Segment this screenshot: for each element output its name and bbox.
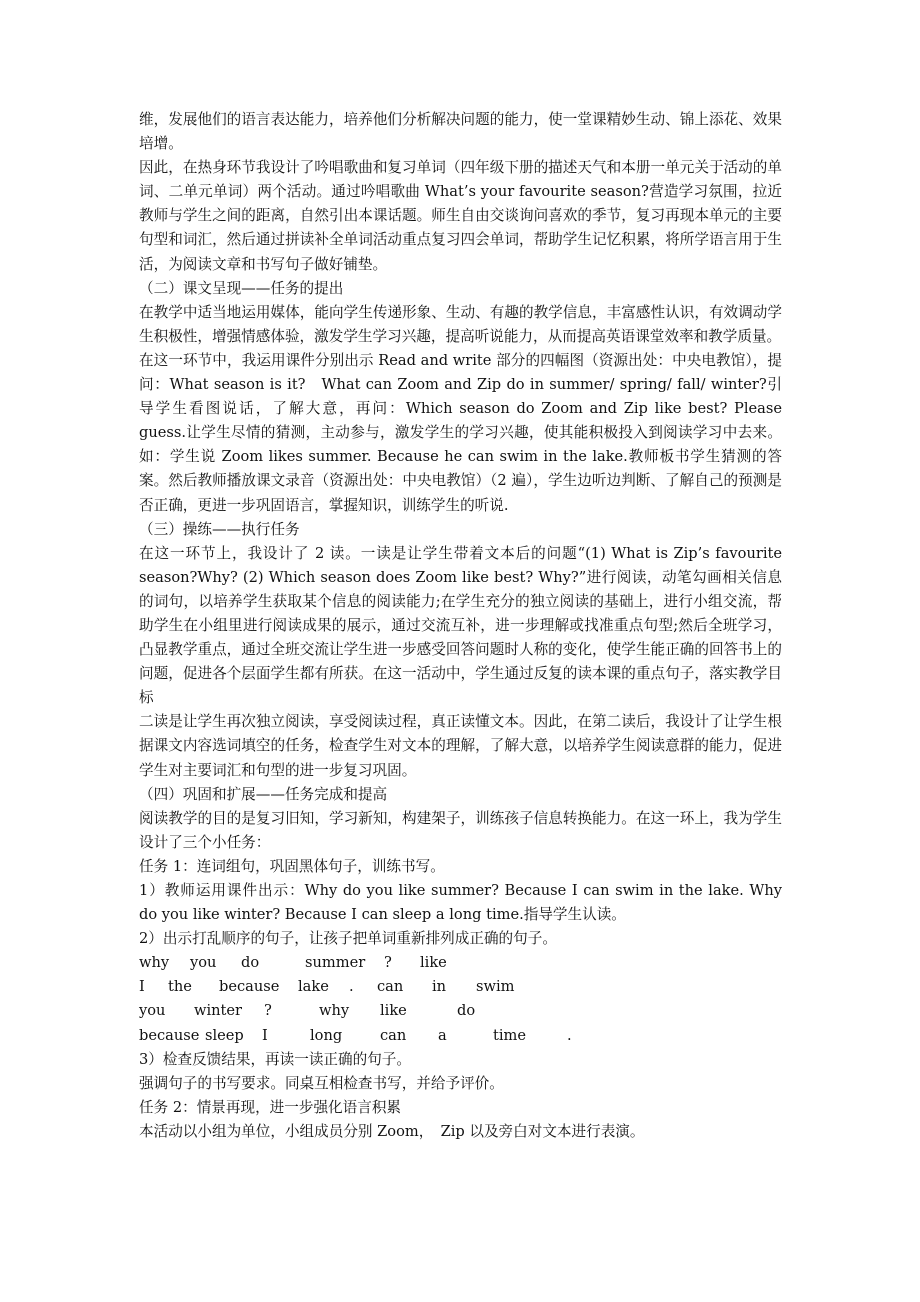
task-1-step-2: 2）出示打乱顺序的句子，让孩子把单词重新排列成正确的句子。: [139, 930, 557, 948]
word: the: [168, 978, 192, 996]
word: lake: [298, 978, 329, 996]
word: can: [377, 978, 404, 996]
word: can: [380, 1026, 407, 1044]
word: because: [219, 978, 280, 996]
scrambled-row-3: [139, 999, 782, 1023]
scrambled-row-2: [139, 975, 782, 999]
word: swim: [476, 978, 515, 996]
word: ?: [384, 954, 392, 972]
word: I: [139, 978, 145, 996]
word: like: [380, 1002, 407, 1020]
word: a: [438, 1026, 447, 1044]
section-heading-4: （四）巩固和扩展——任务完成和提高: [139, 785, 388, 803]
document-body: [139, 108, 782, 1144]
scrambled-row-4: [139, 1024, 782, 1048]
word: because: [139, 1026, 200, 1044]
word: in: [432, 978, 447, 996]
word: like: [420, 954, 447, 972]
paragraph-4: 在这一环节中，我运用课件分别出示 Read and write 部分的四幅图（资源出处：中央电教馆），提问：What season is it? What can Zoom and Zip do in summer/ spring/ fall/ winter?引导学生看图说话，了解大意，再问：Which season do Zoom and Zip like best? Please guess.让学生尽情的猜测，主动参与，激发学生的学习兴趣，使其能积极投入到阅读学习中去来。如：学生说 Zoom likes summer. Because he can swim in the lake.教师板书学生猜测的答案。然后教师播放课文录音（资源出处：中央电教馆）（2 遍），学生边听边判断、了解自己的预测是否正确，更进一步巩固语言，掌握知识，训练学生的听说.: [139, 351, 782, 514]
word: .: [567, 1026, 572, 1044]
task-1-step-3: 3）检查反馈结果，再读一读正确的句子。: [139, 1050, 411, 1068]
word: do: [457, 1002, 476, 1020]
paragraph-6: 二读是让学生再次独立阅读，享受阅读过程，真正读懂文本。因此，在第二读后，我设计了让学生根据课文内容选词填空的任务，检查学生对文本的理解，了解大意，以培养学生阅读意群的能力，促进学生对主要词汇和句型的进一步复习巩固。: [139, 713, 782, 779]
paragraph-7: 阅读教学的目的是复习旧知，学习新知，构建架子，训练孩子信息转换能力。在这一环上，我为学生设计了三个小任务：: [139, 809, 782, 851]
word: sleep: [205, 1026, 244, 1044]
task-2-heading: 任务 2：情景再现，进一步强化语言积累: [139, 1098, 402, 1116]
word: time: [493, 1026, 527, 1044]
task-1-step-1: 1）教师运用课件出示：Why do you like summer? Because I can swim in the lake. Why do you like winter? Because I can sleep a long time.指导学生认读。: [139, 882, 782, 924]
writing-requirement: 强调句子的书写要求。同桌互相检查书写，并给予评价。: [139, 1074, 504, 1092]
paragraph-5: 在这一环节上，我设计了 2 读。一读是让学生带着文本后的问题“(1) What is Zip’s favourite season?Why? (2) Which season does Zoom like best? Why?”进行阅读，动笔勾画相关信息的词句，以培养学生获取某个信息的阅读能力;在学生充分的独立阅读的基础上，进行小组交流，帮助学生在小组里进行阅读成果的展示，通过交流互补，进一步理解或找准重点句型;然后全班学习，凸显教学重点，通过全班交流让学生进一步感受回答问题时人称的变化，使学生能正确的回答书上的问题，促进各个层面学生都有所获。在这一活动中，学生通过反复的读本课的重点句子，落实教学目标: [139, 544, 782, 707]
paragraph-2: 因此，在热身环节我设计了吟唱歌曲和复习单词（四年级下册的描述天气和本册一单元关于活动的单词、二单元单词）两个活动。通过吟唱歌曲 What’s your favourite season?营造学习氛围，拉近教师与学生之间的距离，自然引出本课话题。师生自由交谈询问喜欢的季节，复习再现本单元的主要句型和词汇，然后通过拼读补全单词活动重点复习四会单词，帮助学生记忆积累，将所学语言用于生活，为阅读文章和书写句子做好铺垫。: [139, 159, 782, 273]
word: long: [310, 1026, 343, 1044]
section-heading-2: （二）课文呈现——任务的提出: [139, 279, 344, 297]
word: do: [241, 954, 260, 972]
task-2-description: 本活动以小组为单位，小组成员分别 Zoom， Zip 以及旁白对文本进行表演。: [139, 1122, 645, 1140]
word: summer: [305, 954, 366, 972]
word: you: [139, 1002, 166, 1020]
word: why: [319, 1002, 350, 1020]
paragraph-3: 在教学中适当地运用媒体，能向学生传递形象、生动、有趣的教学信息，丰富感性认识，有效调动学生积极性，增强情感体验，激发学生学习兴趣，提高听说能力，从而提高英语课堂效率和教学质量。: [139, 303, 782, 345]
scrambled-row-1: [139, 951, 782, 975]
section-heading-3: （三）操练——执行任务: [139, 520, 300, 538]
task-1-heading: 任务 1：连词组句，巩固黑体句子，训练书写。: [139, 857, 445, 875]
word: .: [349, 978, 354, 996]
word: why: [139, 954, 170, 972]
word: ?: [264, 1002, 272, 1020]
paragraph-1: 维，发展他们的语言表达能力，培养他们分析解决问题的能力，使一堂课精妙生动、锦上添花、效果培增。: [139, 111, 782, 153]
word: winter: [194, 1002, 243, 1020]
word: you: [190, 954, 217, 972]
word: I: [262, 1026, 268, 1044]
